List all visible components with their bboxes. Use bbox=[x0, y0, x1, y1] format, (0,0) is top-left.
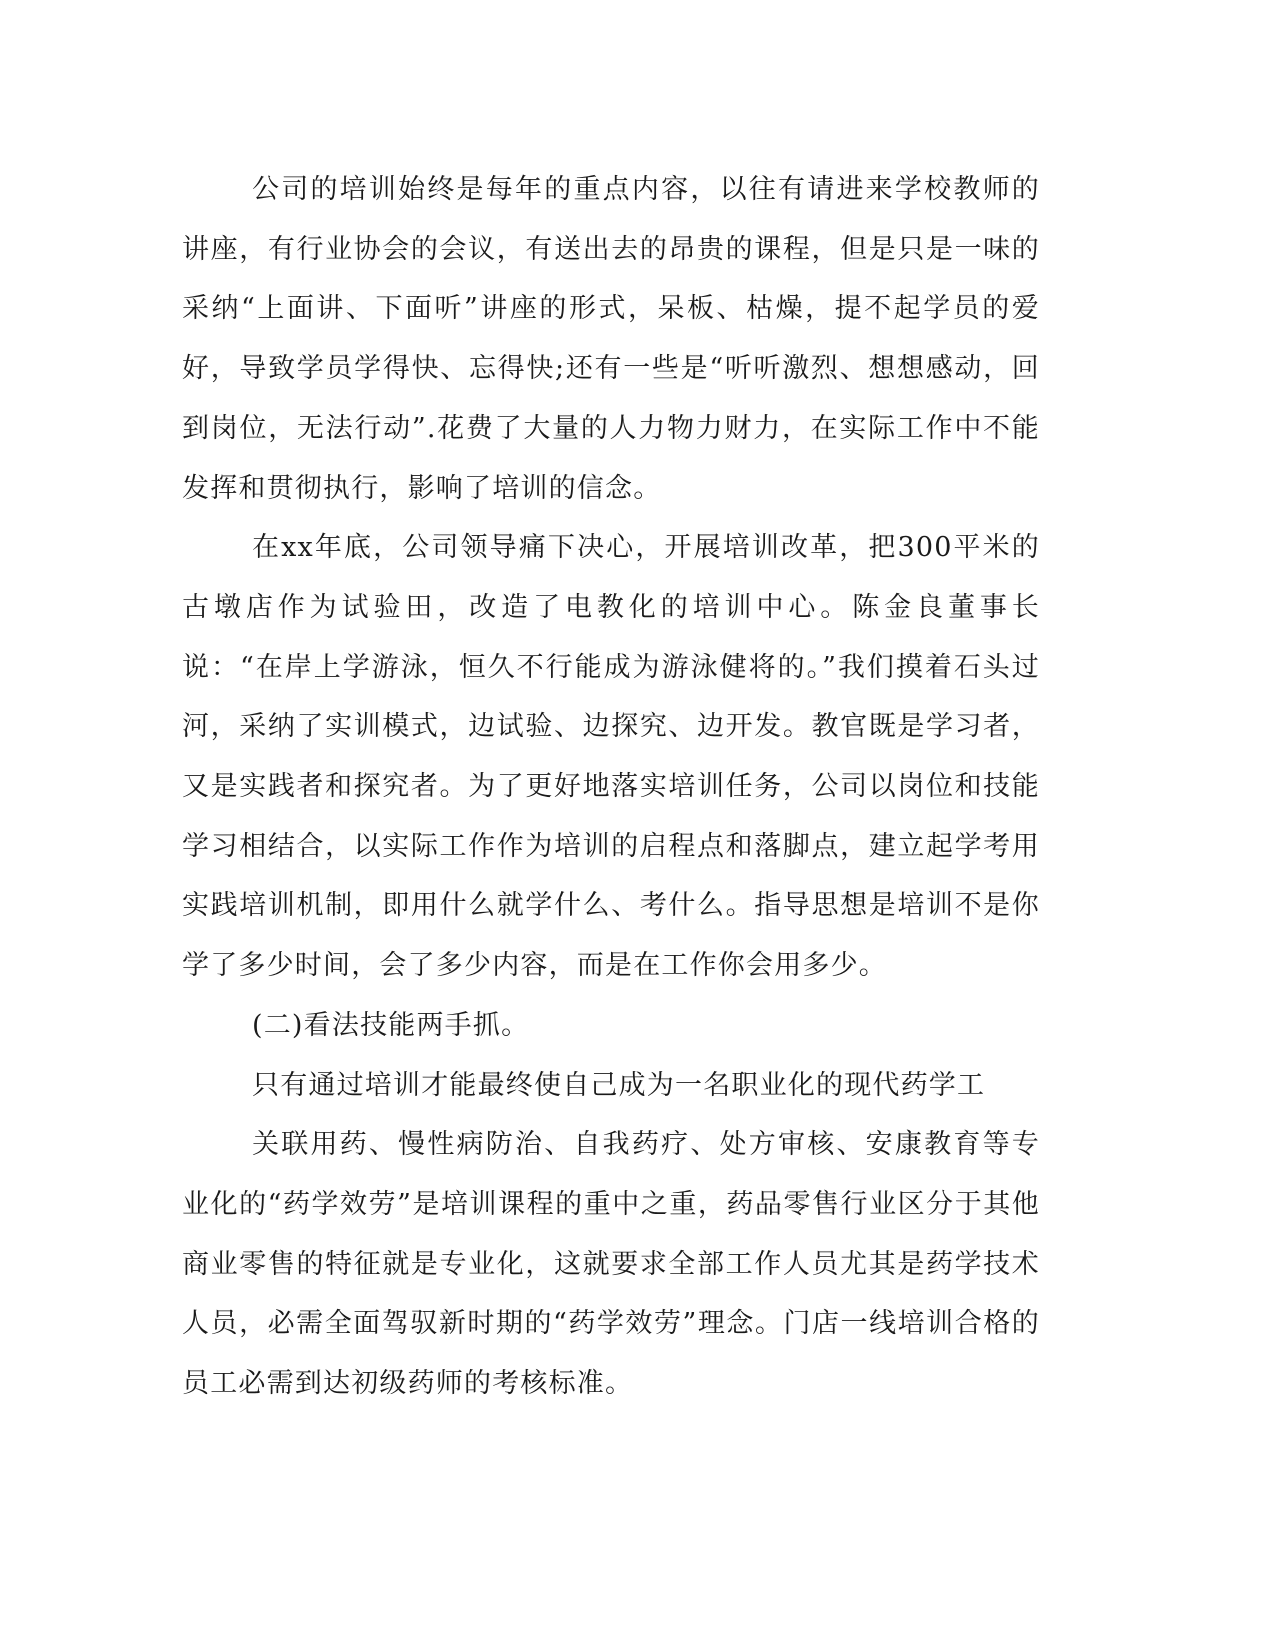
paragraph-training-history: 公司的培训始终是每年的重点内容，以往有请进来学校教师的讲座，有行业协会的会议，有送出去的昂贵的课程，但是只是一味的采纳“上面讲、下面听”讲座的形式，呆板、枯燥，提不起学员的爱好，导致学员学得快、忘得快;还有一些是“听听激烈、想想感动，回到岗位，无法行动”.花费了大量的人力物力财力，在实际工作中不能发挥和贯彻执行，影响了培训的信念。 bbox=[182, 174, 1040, 504]
document-body bbox=[182, 160, 1040, 1414]
paragraph-professional-goal: 只有通过培训才能最终使自己成为一名职业化的现代药学工 bbox=[252, 1069, 986, 1101]
section-heading-skills: (二)看法技能两手抓。 bbox=[252, 1009, 530, 1041]
paragraph-pharmacy-service: 关联用药、慢性病防治、自我药疗、处方审核、安康教育等专业化的“药学效劳”是培训课程的重中之重，药品零售行业区分于其他商业零售的特征就是专业化，这就要求全部工作人员尤其是药学技术人员，必需全面驾驭新时期的“药学效劳”理念。门店一线培训合格的员工必需到达初级药师的考核标准。 bbox=[182, 1129, 1040, 1400]
paragraph-training-reform: 在xx年底，公司领导痛下决心，开展培训改革，把300平米的古墩店作为试验田，改造了电教化的培训中心。陈金良董事长说：“在岸上学游泳，恒久不行能成为游泳健将的。”我们摸着石头过河，采纳了实训模式，边试验、边探究、边开发。教官既是学习者，又是实践者和探究者。为了更好地落实培训任务，公司以岗位和技能学习相结合，以实际工作作为培训的启程点和落脚点，建立起学考用实践培训机制，即用什么就学什么、考什么。指导思想是培训不是你学了多少时间，会了多少内容，而是在工作你会用多少。 bbox=[182, 532, 1040, 982]
